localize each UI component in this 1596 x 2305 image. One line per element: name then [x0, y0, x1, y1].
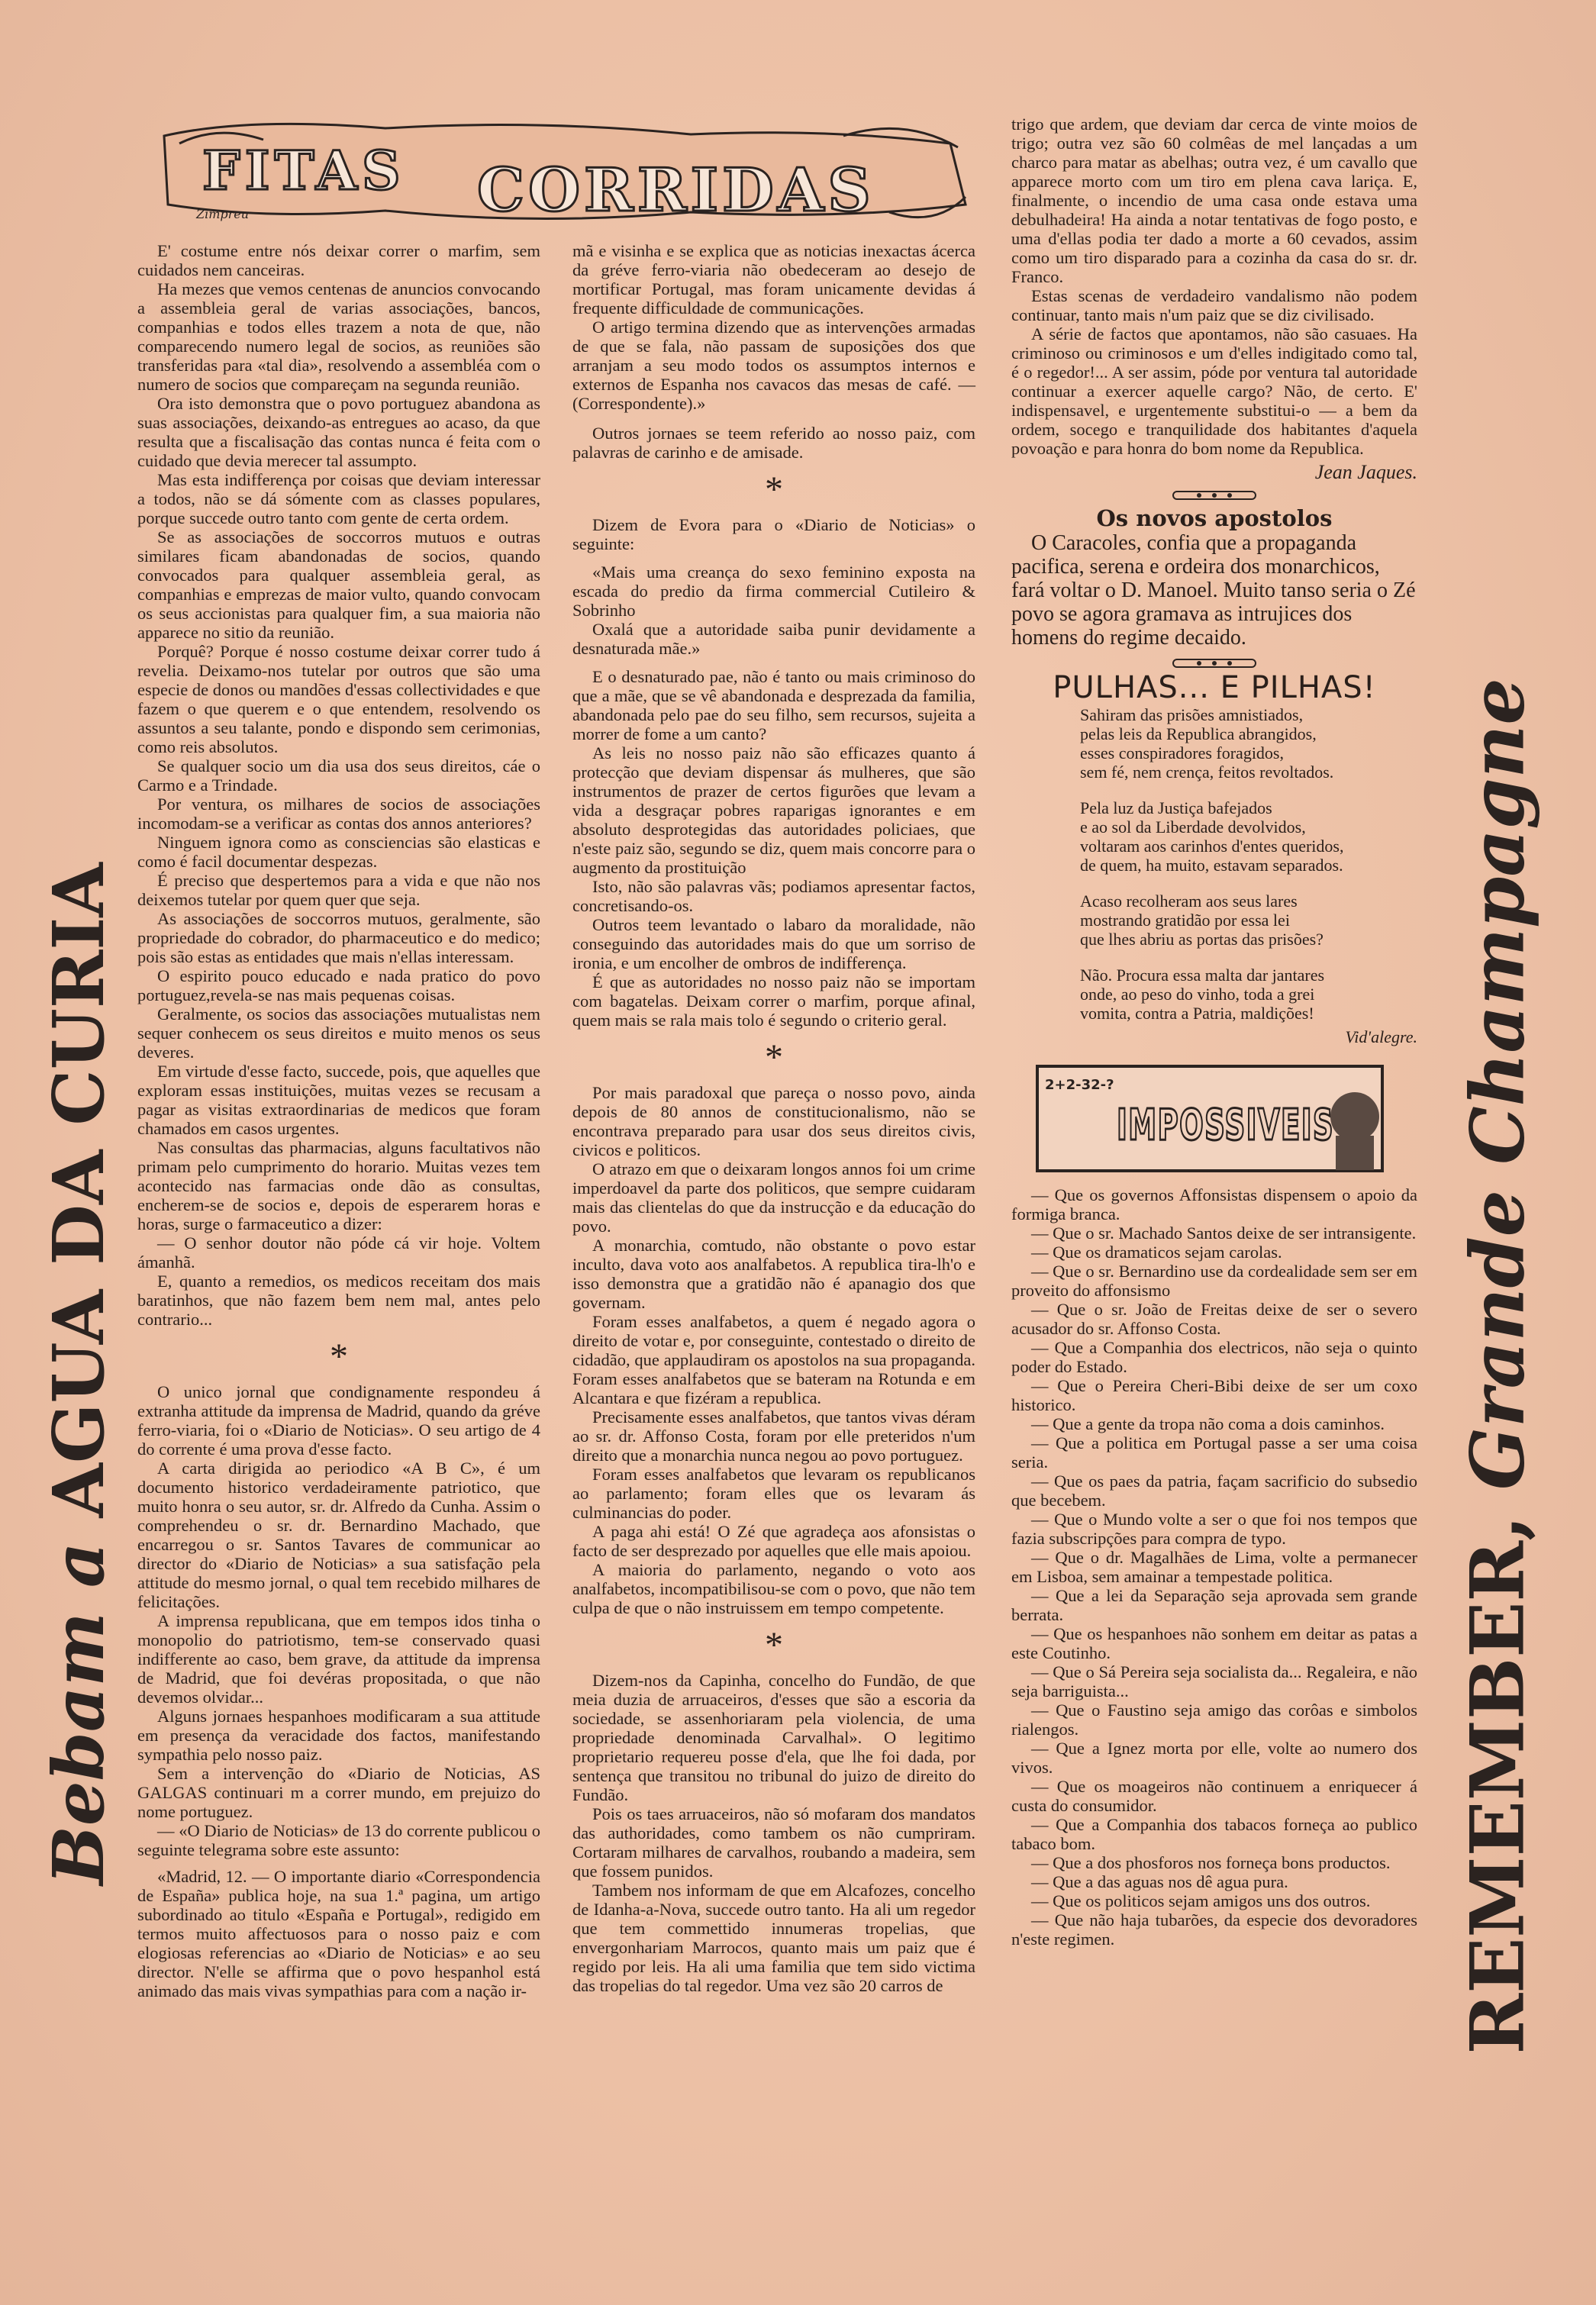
side-ad-right-lead: REMEMBER,	[1455, 1489, 1541, 2055]
column-2	[572, 241, 975, 1995]
wish-item: — Que o Pereira Cheri-Bibi deixe de ser um coxo historico.	[1011, 1376, 1417, 1414]
poem-stanza	[1080, 798, 1417, 875]
col2-paragraph: O artigo termina dizendo que as intervenções armadas de que se fala, não passam de suposições dos que arranjam a seu modo todos os assumptos internos e externos de Espanha nos cavacos das mesas de café. — (Correspondente).»	[572, 318, 975, 413]
wish-item: — Que a dos phosforos nos forneça bons productos.	[1031, 1853, 1391, 1872]
side-ad-champagne	[1441, 488, 1556, 2244]
wish-item: — Que a Companhia dos tabacos forneça ao publico tabaco bom.	[1011, 1815, 1417, 1853]
col1-paragraph: Se qualquer socio um dia usa dos seus direitos, cáe o Carmo e a Trindade.	[137, 756, 540, 795]
col1-paragraph: Alguns jornaes hespanhoes modificaram a sua attitude em presença da veracidade dos factos, manifestando sympathia pelo nosso paiz.	[137, 1707, 540, 1764]
col1-paragraph: A imprensa republicana, que em tempos idos tinha o monopolio do patriotismo, tem-se conservado quasi indifferente ao caso, bem grave, da attitude da imprensa de Madrid, que foi devéras propositada, o que não devemos olvidar...	[137, 1611, 540, 1707]
wish-item: — Que a politica em Portugal passe a ser uma coisa seria.	[1011, 1433, 1417, 1472]
col1-paragraph: Ha mezes que vemos centenas de anuncios convocando a assembleia geral de varias associações, bancos, companhias e todos elles trazem a nota de que, não comparecendo numero legal de socios, as reuniões são transferidas para «tal dia», resolvendo a assembléa com o numero de socios que compareçam na segunda reunião.	[137, 279, 540, 394]
poem-line: pelas leis da Republica abrangidos,	[1080, 724, 1317, 743]
col1-paragraph: — O senhor doutor não póde cá vir hoje. Voltem ámanhã.	[137, 1233, 540, 1272]
apostolos-text: O Caracoles, confia que a propaganda pacifica, serena e ordeira dos monarchicos, fará voltar o D. Manoel. Muito tanso seria o Zé povo se agora gramava as intrujices dos homens do regime decaido.	[1011, 531, 1416, 650]
col2-paragraph: A monarchia, comtudo, não obstante o povo estar inculto, dava voto aos analfabetos. A republica tira-lh'o e isso demonstra que a gratidão não é apanagio dos que governam.	[572, 1236, 975, 1312]
wish-item: — Que os paes da patria, façam sacrificio do subsedio que becebem.	[1011, 1472, 1417, 1510]
wish-item: — Que a Ignez morta por elle, volte ao numero dos vivos.	[1011, 1739, 1417, 1777]
col1-paragraph: O espirito pouco educado e nada pratico do povo portuguez,revela-se nas mais pequenas coisas.	[137, 966, 540, 1004]
side-ad-agua-curia	[21, 534, 136, 2213]
wish-item: — Que a lei da Separação seja aprovada sem grande berrata.	[1011, 1586, 1417, 1624]
poem-line: esses conspiradores foragidos,	[1080, 743, 1284, 762]
col2-paragraph: As leis no nosso paiz não são efficazes quanto á protecção que deviam dispensar ás mulheres, que são instrumentos de prazer de certos figurões que levam a vida a desgraçar pobres raparigas ignorantes e em absoluto desprotegidas das autoridades policiaes, que n'este paiz são, segundo se diz, quem mais concorre para o augmento da prostituição	[572, 743, 975, 877]
poem-line: Pela luz da Justiça bafejados	[1080, 798, 1272, 817]
wish-item: — Que o Sá Pereira seja socialista da... Regaleira, e não seja barriguista...	[1011, 1662, 1417, 1701]
col2-paragraph: mã e visinha e se explica que as noticias inexactas ácerca da gréve ferro-viaria não obedeceram ao desejo de mortificar Portugal, mas foram unicamente devidas á frequente difficuldade de communicações.	[572, 241, 975, 318]
wish-item: — Que o sr. João de Freitas deixe de ser o severo acusador do sr. Affonso Costa.	[1011, 1300, 1417, 1338]
poem-line: voltaram aos carinhos d'entes queridos,	[1080, 837, 1344, 856]
poem-line: que lhes abriu as portas das prisões?	[1080, 930, 1324, 949]
col1-paragraph: Mas esta indifferença por coisas que deviam interessar a todos, não se dá sómente com as classes populares, porque succede outro tanto com gente de certa ordem.	[137, 470, 540, 527]
fitas-corridas-banner	[156, 113, 973, 227]
poem-stanza	[1080, 705, 1417, 782]
wish-item: — Que a das aguas nos dê agua pura.	[1031, 1872, 1288, 1891]
col1-paragraph: Por ventura, os milhares de socios de associações incomodam-se a verificar as contas dos annos anteriores?	[137, 795, 540, 833]
wish-item: — Que o Mundo volte a ser o que foi nos tempos que fazia subscripções para compra de typo.	[1011, 1510, 1417, 1548]
wish-item: — Que o sr. Machado Santos deixe de ser intransigente.	[1031, 1223, 1417, 1243]
side-ad-left-lead: Bebam a	[37, 1517, 120, 1885]
impossiveis-title: IMPOSSIVEIS	[1117, 1101, 1334, 1150]
side-ad-right-brand: Grande Champagne	[1455, 678, 1541, 1490]
poem-line: Acaso recolheram aos seus lares	[1080, 891, 1298, 911]
poem-line: de quem, ha muito, estavam separados.	[1080, 856, 1343, 875]
wish-item: — Que o sr. Bernardino use da cordealidade sem ser em proveito do affonsismo	[1011, 1262, 1417, 1300]
col1-paragraph: E, quanto a remedios, os medicos receitam dos mais baratinhos, que não fazem bem nem mal, antes pelo contrario...	[137, 1272, 540, 1329]
impossiveis-date-stamp: 2+2-32-?	[1045, 1077, 1114, 1093]
poem-line: mostrando gratidão por essa lei	[1080, 911, 1290, 930]
signature-vid-alegre: Vid'alegre.	[1345, 1027, 1417, 1046]
col2-paragraph: Por mais paradoxal que pareça o nosso povo, ainda depois de 80 annos de constitucionalismo, não se encontrava preparado para usar dos seus direitos civis, civicos e politicos.	[572, 1083, 975, 1159]
poem-line: Não. Procura essa malta dar jantares	[1080, 966, 1325, 985]
poem-line: e ao sol da Liberdade devolvidos,	[1080, 817, 1306, 837]
col2-paragraph: A maioria do parlamento, negando o voto aos analfabetos, incompatibilisou-se com o povo, que não tem culpa de que o não instruissem em tempo competente.	[572, 1560, 975, 1617]
col2-paragraph: Precisamente esses analfabetos, que tantos vivas déram ao sr. dr. Affonso Costa, foram por elle preteridos n'um direito que a monarchia nunca negou ao povo portuguez.	[572, 1407, 975, 1465]
col2-paragraph: Isto, não são palavras vãs; podiamos apresentar factos, concretisando-os.	[572, 877, 975, 915]
col1-paragraph: Em virtude d'esse facto, succede, pois, que aquelles que exploram essas instituições, muitas vezes se recusam a pagar as visitas extraordinarias de medicos que foram chamados em casos urgentes.	[137, 1062, 541, 1138]
signature-jean-jaques: Jean Jaques.	[1314, 461, 1417, 483]
col2-paragraph: Dizem-nos da Capinha, concelho do Fundão, de que meia duzia de arruaceiros, d'esses que são a escoria da sociedade, se assenhoriaram pela violencia, de uma propriedade denominada Carvalhal». O legitimo proprietario requereu posse d'ela, que lhe foi dada, por sentença que transitou no tribunal do juizo de direito do Fundão.	[572, 1671, 975, 1804]
banner-word-corridas: CORRIDAS	[477, 156, 875, 225]
col1-paragraph: Ninguem ignora como as consciencias são elasticas e como é facil documentar despezas.	[137, 833, 540, 871]
col2-paragraph: «Mais uma creança do sexo feminino exposta na escada do predio da firma commercial Cutileiro & Sobrinho	[572, 563, 975, 620]
poem-line: Sahiram das prisões amnistiados,	[1080, 705, 1304, 724]
col3-paragraph: Estas scenas de verdadeiro vandalismo não podem continuar, tanto mais n'um paiz que se diz civilisado.	[1011, 286, 1417, 324]
col1-paragraph: A carta dirigida ao periodico «A B C», é um documento historico verdadeiramente patriotico, que muito honra o seu autor, sr. dr. Alfredo da Cunha. Assim o comprehendeu o sr. dr. Bernardino Machado, que encarregou o sr. Santos Tavares de communicar ao director do «Diario de Noticias» a sua satisfação pela attitude do mesmo jornal, o qual tem recebido milhares de felicitações.	[137, 1459, 540, 1611]
col2-paragraph: Foram esses analfabetos, a quem é negado agora o direito de votar e, por conseguinte, contestado o direito de cidadão, que applaudiram os apostolos na sua propaganda. Foram esses analfabetos que se bateram na Rotunda e em Alcantara e que fizéram a republica.	[572, 1312, 975, 1407]
col2-paragraph: Dizem de Evora para o «Diario de Noticias» o seguinte:	[572, 515, 975, 553]
col1-paragraph: Se as associações de soccorros mutuos e outras similares ficam abandonadas de socios, quando convocados para qualquer assembleia geral, as companhias e emprezas de maior vulto, quando convocam os seus accionistas para qualquer fim, a sua maioria não apparece no sitio da reunião.	[137, 527, 540, 642]
heading-pulhas-e-pilhas: PULHAS... E PILHAS!	[1053, 670, 1376, 705]
col1-paragraph: — «O Diario de Noticias» de 13 do corrente publicou o seguinte telegrama sobre este assunto:	[137, 1821, 540, 1859]
wishes-list	[1011, 1185, 1417, 1949]
poem-stanza	[1080, 966, 1417, 1023]
side-ad-left-brand: AGUA DA CURIA	[37, 862, 120, 1518]
col2-paragraph: Oxalá que a autoridade saiba punir devidamente a desnaturada mãe.»	[572, 620, 975, 658]
section-separator-star: *	[765, 469, 783, 510]
wish-item: — Que os dramaticos sejam carolas.	[1031, 1243, 1282, 1262]
col2-paragraph: Pois os taes arruaceiros, não só mofaram dos mandatos das authoridades, como tambem os não cumpriram. Cortaram milhares de carvalhos, roubando a madeira, sem que fossem punidos.	[572, 1804, 975, 1881]
wish-item: — Que os hespanhoes não sonhem em deitar as patas a este Coutinho.	[1011, 1624, 1417, 1662]
heading-novos-apostolos: Os novos apostolos	[1096, 505, 1333, 531]
column-1	[137, 241, 540, 2000]
wish-item: — Que os politicos sejam amigos uns dos outros.	[1031, 1891, 1371, 1910]
section-separator-star: *	[330, 1336, 348, 1377]
col2-paragraph: Outros teem levantado o labaro da moralidade, não conseguindo das autoridades mais do que um sorriso de ironia, e um encolher de ombros de indifferença.	[572, 915, 975, 972]
poem-line: onde, ao peso do vinho, toda a grei	[1080, 985, 1315, 1004]
section-separator-star: *	[765, 1037, 783, 1078]
wish-item: — Que o Faustino seja amigo das corôas e simbolos rialengos.	[1011, 1701, 1417, 1739]
col2-paragraph: Outros jornaes se teem referido ao nosso paiz, com palavras de carinho e de amisade.	[572, 424, 975, 462]
section-separator-star: *	[765, 1625, 783, 1665]
col3-paragraph: A série de factos que apontamos, não são casuaes. Ha criminoso ou criminosos e um d'elles indigitado como tal, é o regedor!... A ser assim, póde por ventura tal autoridade continuar a exercer aquelle cargo? Não, de certo. E' indispensavel, e urgentemente substitui-o — a bem da ordem, socego e tranquilidade dos habitantes d'aquela povoação e para honra do bom nome da Republica.	[1011, 324, 1417, 458]
wish-item: — Que os moageiros não continuem a enriquecer á custa do consumidor.	[1011, 1777, 1417, 1815]
ornament-divider	[1011, 489, 1417, 501]
col2-paragraph: E o desnaturado pae, não é tanto ou mais criminoso do que a mãe, que se vê abandonada e desprezada da familia, abandonada pelo pae do seu filho, sem recursos, sujeita a morrer de fome a um canto?	[572, 667, 975, 743]
col1-paragraph: Ora isto demonstra que o povo portuguez abandona as suas associações, deixando-as entregues ao acaso, da que resulta que a fiscalisação das contas nunca é feita com o cuidado que devia merecer tal assumpto.	[137, 394, 540, 470]
col1-paragraph: As associações de soccorros mutuos, geralmente, são propriedade do cobrador, do pharmaceutico e do medico; pois são estas as entidades que mais n'ellas interessam.	[137, 909, 540, 966]
col1-paragraph: Geralmente, os socios das associações mutualistas nem sequer conhecem os seus direitos e muito menos os seus deveres.	[137, 1004, 540, 1062]
col1-paragraph: É preciso que despertemos para a vida e que não nos deixemos tutelar por quem quer que seja.	[137, 871, 540, 909]
col1-paragraph: Porquê? Porque é nosso costume deixar correr tudo á revelia. Deixamo-nos tutelar por outros que são uma especie de donos ou mandões d'essas collectividades e que fazem o que querem e o que entendem, resolvendo os assuntos a seu talante, pondo e dispondo sem cerimonias, como reis absolutos.	[137, 642, 540, 756]
wish-item: — Que o dr. Magalhães de Lima, volte a permanecer em Lisboa, sem amainar a tempestade politica.	[1011, 1548, 1417, 1586]
poem-line: sem fé, nem crença, feitos revoltados.	[1080, 762, 1334, 782]
impossiveis-banner	[1034, 1063, 1385, 1174]
col2-paragraph: O atrazo em que o deixaram longos annos foi um crime imperdoavel da parte dos politicos, que sempre cuidaram mais das clientelas do que da instrucção e da educação do povo.	[572, 1159, 975, 1236]
col2-paragraph: A paga ahi está! O Zé que agradeça aos afonsistas o facto de ser desprezado por aquelles que elle mais apoiou.	[572, 1522, 975, 1560]
col1-paragraph: Sem a intervenção do «Diario de Noticias, AS GALGAS continuari m a correr mundo, em prejuizo do nome portuguez.	[137, 1764, 540, 1821]
poem-sonnet	[1011, 705, 1417, 1023]
poem-stanza	[1080, 891, 1417, 949]
wish-item: — Que não haja tubarões, da especie dos devoradores n'este regimen.	[1011, 1910, 1417, 1949]
col1-paragraph: Nas consultas das pharmacias, alguns facultativos não primam pelo cumprimento do horario. Muitas vezes tem acontecido nas farmacias onde dão as consultas, encherem-se de socios e, depois de esperarem horas e horas, surge o farmaceutico a dizer:	[137, 1138, 540, 1233]
poem-line: vomita, contra a Patria, maldições!	[1080, 1004, 1314, 1023]
col3-paragraph: trigo que ardem, que deviam dar cerca de vinte moios de trigo; outra vez são 60 colmêas de mel lançadas a um charco para matar as abelhas; outra vez, é um cavallo que apparece morto com um tiro em plena cava lariça. E, finalmente, o incendio de uma casa onde estava uma debulhadeira! Ha ainda a notar tentativas de fogo posto, e uma d'ellas podia ter dado a morte a 60 cevados, assim como um tiro disparado para a cozinha da casa do sr. dr. Franco.	[1011, 114, 1417, 286]
banner-artist-signature: Zimpreu	[196, 207, 250, 221]
wish-item: — Que a Companhia dos electricos, não seja o quinto poder do Estado.	[1011, 1338, 1417, 1376]
col1-paragraph: O unico jornal que condignamente respondeu á extranha attitude da imprensa de Madrid, quando da gréve ferro-viaria, foi o «Diario de Noticias». O seu artigo de 4 do corrente é uma prova d'esse facto.	[137, 1382, 540, 1459]
wish-item: — Que a gente da tropa não coma a dois caminhos.	[1031, 1414, 1385, 1433]
column-3	[1011, 114, 1417, 1949]
col2-paragraph: Foram esses analfabetos que levaram os republicanos ao parlamento; foram elles que os levaram ás culminancias do poder.	[572, 1465, 975, 1522]
banner-word-fitas: FITAS	[202, 139, 405, 202]
ornament-divider	[1011, 657, 1417, 669]
col1-telegram: «Madrid, 12. — O importante diario «Correspondencia de España» publica hoje, na sua 1.ª pagina, um artigo subordinado ao titulo «España e Portugal», redigido em termos muito affectuosos para o nosso paiz e com elogiosas referencias ao «Diario de Noticias» e ao seu director. N'elle se affirma que o povo hespanhol está animado das mais vivas sympathias para com a nação ir-	[137, 1867, 540, 2000]
col1-paragraph: E' costume entre nós deixar correr o marfim, sem cuidados nem canceiras.	[137, 241, 540, 279]
wish-item: — Que os governos Affonsistas dispensem o apoio da formiga branca.	[1011, 1185, 1417, 1223]
col2-paragraph: É que as autoridades no nosso paiz não se importam com bagatelas. Deixam correr o marfim, porque afinal, quem mais se rala mais tolo é segundo o criterio geral.	[572, 972, 975, 1030]
col2-paragraph: Tambem nos informam de que em Alcafozes, concelho de Idanha-a-Nova, succede outro tanto. Ha ali um regedor que tem commettido innumeras tropelias, que envergonhariam Marrocos, quanto mais um paiz que é regido por leis. Ha ali uma familia que tem sido victima das tropelias do tal regedor. Uma vez são 20 carros de	[572, 1881, 975, 1995]
